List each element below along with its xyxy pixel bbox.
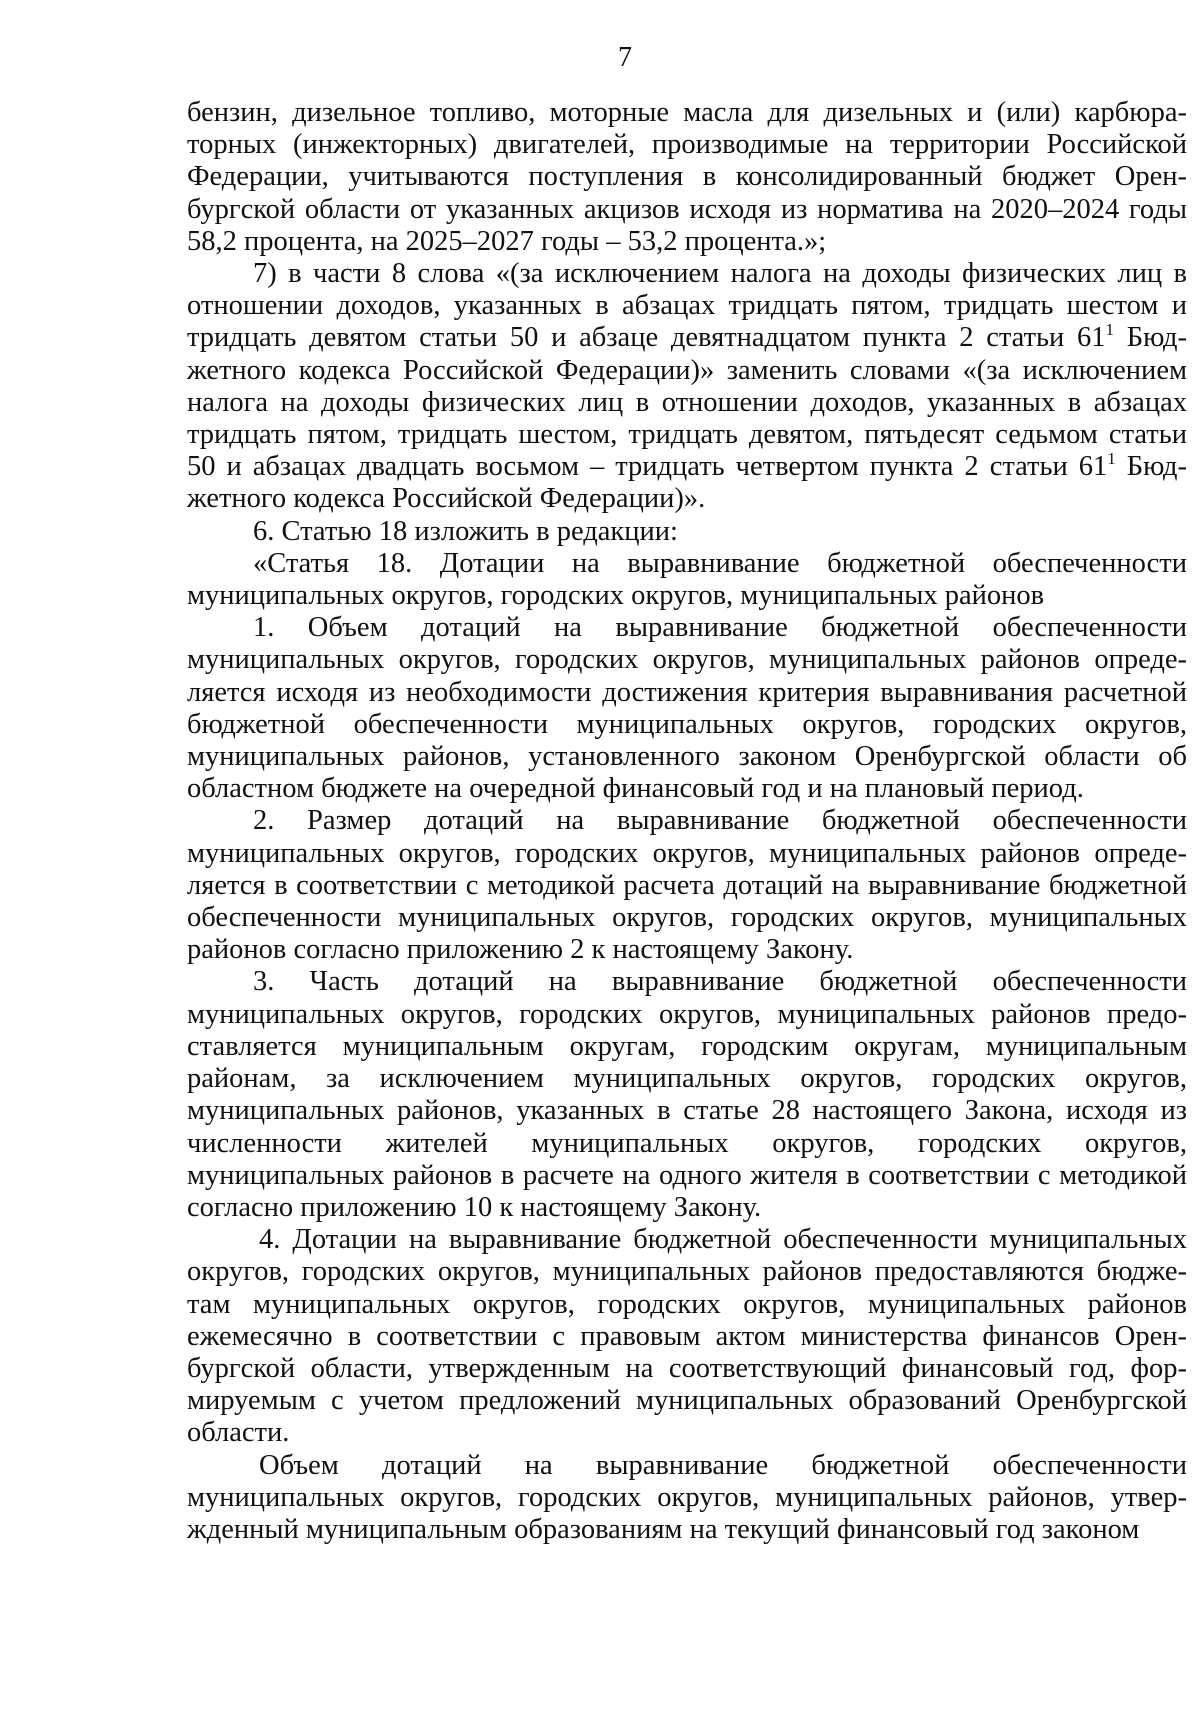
- superscript-1: 1: [1105, 320, 1115, 340]
- paragraph-excise-continuation: бензин, дизельное топливо, моторные масла для дизельных и (или) карбюраторных (инжекторных) двигателей, производимые на территории Российской Федерации, учитываются поступления в консолидированный бюджет Оренбургской области от указанных акцизов исходя из норматива на 2020–2024 годы 58,2 процента, на 2025–2027 годы – 53,2 процента.»;: [187, 97, 1187, 257]
- article-18-part-4-continuation: Объем дотаций на выравнивание бюджетной обеспеченности муниципальных округов, городских округов, муниципальных районов, утвержденный муниципальным образованиям на текущий финансовый год законом: [187, 1449, 1187, 1545]
- paragraph-amendment-6: 6. Статью 18 изложить в редакции:: [253, 515, 678, 547]
- article-18-part-4: 4. Дотации на выравнивание бюджетной обеспеченности муниципальных округов, городских округов, муниципальных районов предоставляются бюджетам муниципальных округов, городских округов, муниципальных районов ежемесячно в соответствии с правовым актом министерства финансов Оренбургской области, утвержденным на соответствующий финансовый год, формируемым с учетом предложений муниципальных образований Оренбургской области.: [187, 1224, 1187, 1449]
- page-number: 7: [618, 42, 632, 73]
- article-18-heading: «Статья 18. Дотации на выравнивание бюджетной обеспеченности муниципальных округов, городских округов, муниципальных районов: [187, 547, 1187, 612]
- superscript-1: 1: [1107, 449, 1116, 469]
- paragraph-item-7-part-2: Бюджетного кодекса Российской Федерации)» заменить словами «(за исключением налога на доходы физических лиц в отношении доходов, указанных в абзацах тридцать пятом, тридцать шестом, тридцать девятом, пятьдесят седьмом статьи 50 и абзацах двадцать восьмом – тридцать четвертом пункта 2 статьи 61: [187, 322, 1187, 483]
- article-18-part-2: 2. Размер дотаций на выравнивание бюджетной обеспеченности муниципальных округов, городских округов, муниципальных районов определяется в соответствии с методикой расчета дотаций на выравнивание бюджетной обеспеченности муниципальных округов, городских округов, муниципальных районов согласно приложению 2 к настоящему Закону.: [187, 805, 1187, 966]
- paragraph-item-7-part-1: 7) в части 8 слова «(за исключением налога на доходы физических лиц в отношении доходов, указанных в абзацах тридцать пятом, тридцать шестом и тридцать девятом статьи 50 и абзаце девятнадцатом пункта 2 статьи 61: [187, 258, 1187, 354]
- paragraph-item-7: [187, 258, 1187, 516]
- paragraph-item-7-part-3: Бюджетного кодекса Российской Федерации)».: [187, 451, 1187, 515]
- document-body: [187, 97, 1187, 1546]
- article-18-part-3: 3. Часть дотаций на выравнивание бюджетной обеспеченности муниципальных округов, городских округов, муниципальных районов предоставляется муниципальным округам, городским округам, муниципальным районам, за исключением муниципальных округов, городских округов, муниципальных районов, указанных в статье 28 настоящего Закона, исходя из численности жителей муниципальных округов, городских округов, муниципальных районов в расчете на одного жителя в соответствии с методикой согласно приложению 10 к настоящему Закону.: [187, 966, 1187, 1223]
- article-18-part-1: 1. Объем дотаций на выравнивание бюджетной обеспеченности муниципальных округов, городских округов, муниципальных районов определяется исходя из необходимости достижения критерия выравнивания расчетной бюджетной обеспеченности муниципальных округов, городских округов, муниципальных районов, установленного законом Оренбургской области об областном бюджете на очередной финансовый год и на плановый период.: [187, 612, 1187, 805]
